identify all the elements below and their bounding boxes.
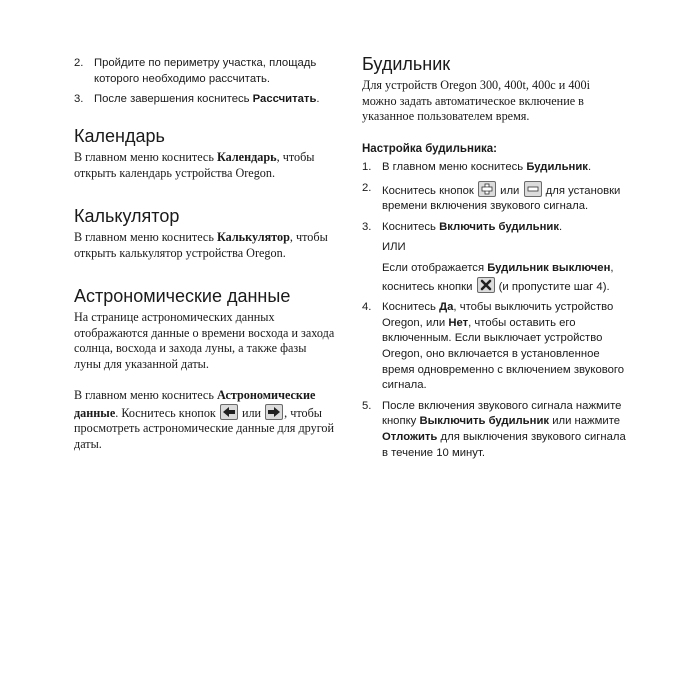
list-number: 2.	[74, 57, 84, 69]
arrow-left-icon	[220, 404, 238, 420]
calculator-paragraph: В главном меню коснитесь Калькулятор, чтобы открыть калькулятор устройства Oregon.	[74, 230, 328, 260]
list-number: 4.	[362, 301, 372, 314]
list-number: 3.	[362, 220, 372, 233]
list-item: 4. Коснитесь Да, чтобы выключить устройство Oregon, или Нет, чтобы оставить его включенным. Если выключает устройство Oregon, оно включается в установленное время одновременно с включением звукового сигнала.	[362, 301, 625, 392]
minus-icon	[524, 181, 542, 197]
list-item: 3. После завершения коснитесь Рассчитать.	[74, 92, 336, 108]
list-item: 2. Коснитесь кнопок или для установки времени включения звукового сигнала.	[362, 181, 621, 213]
alarm-off-note: Если отображается Будильник выключен, коснитесь кнопки (и пропустите шаг 4).	[382, 261, 614, 293]
calculate-term: Рассчитать	[252, 93, 317, 106]
list-item: 5. После включения звукового сигнала нажмите кнопку Выключить будильник или нажмите Отложить для выключения звукового сигнала в течение 10 минут.	[362, 399, 626, 459]
alarm-steps-list	[362, 160, 628, 461]
list-number: 2.	[362, 181, 372, 194]
plus-icon	[478, 181, 496, 197]
alarm-heading: Будильник	[362, 54, 451, 74]
astro-heading: Астрономические данные	[74, 286, 291, 306]
list-number: 3.	[74, 93, 84, 106]
or-line: ИЛИ	[382, 241, 406, 254]
calculator-heading: Калькулятор	[74, 206, 180, 226]
calendar-heading: Календарь	[74, 126, 165, 146]
list-item	[74, 56, 336, 87]
x-icon	[477, 277, 495, 293]
astro-paragraph-2: В главном меню коснитесь Астрономические данные. Коснитесь кнопок или , чтобы просмотреть астрономические данные для другой даты.	[74, 388, 335, 451]
calendar-paragraph: В главном меню коснитесь Календарь, чтобы открыть календарь устройства Oregon.	[74, 150, 315, 180]
list-number: 5.	[362, 399, 372, 412]
area-steps-list	[74, 56, 336, 108]
list-item: 1. В главном меню коснитесь Будильник.	[362, 160, 628, 176]
list-text: Пройдите по периметру участка, площадь которого необходимо рассчитать.	[94, 57, 317, 85]
list-item: 3. Коснитесь Включить будильник. ИЛИ Если отображается Будильник выключен, коснитесь кнопки (и пропустите шаг 4).	[362, 220, 628, 295]
alarm-intro: Для устройств Oregon 300, 400t, 400c и 400i можно задать автоматическое включение в указанное пользователем время.	[362, 78, 590, 124]
list-number: 1.	[362, 161, 372, 173]
astro-paragraph-1: На странице астрономических данных отображаются данные о времени восхода и захода солнца, восхода и захода луны, а также фазы луны для указанной даты.	[74, 310, 335, 371]
alarm-setup-subheading: Настройка будильника:	[362, 143, 497, 155]
arrow-right-icon	[265, 404, 283, 420]
